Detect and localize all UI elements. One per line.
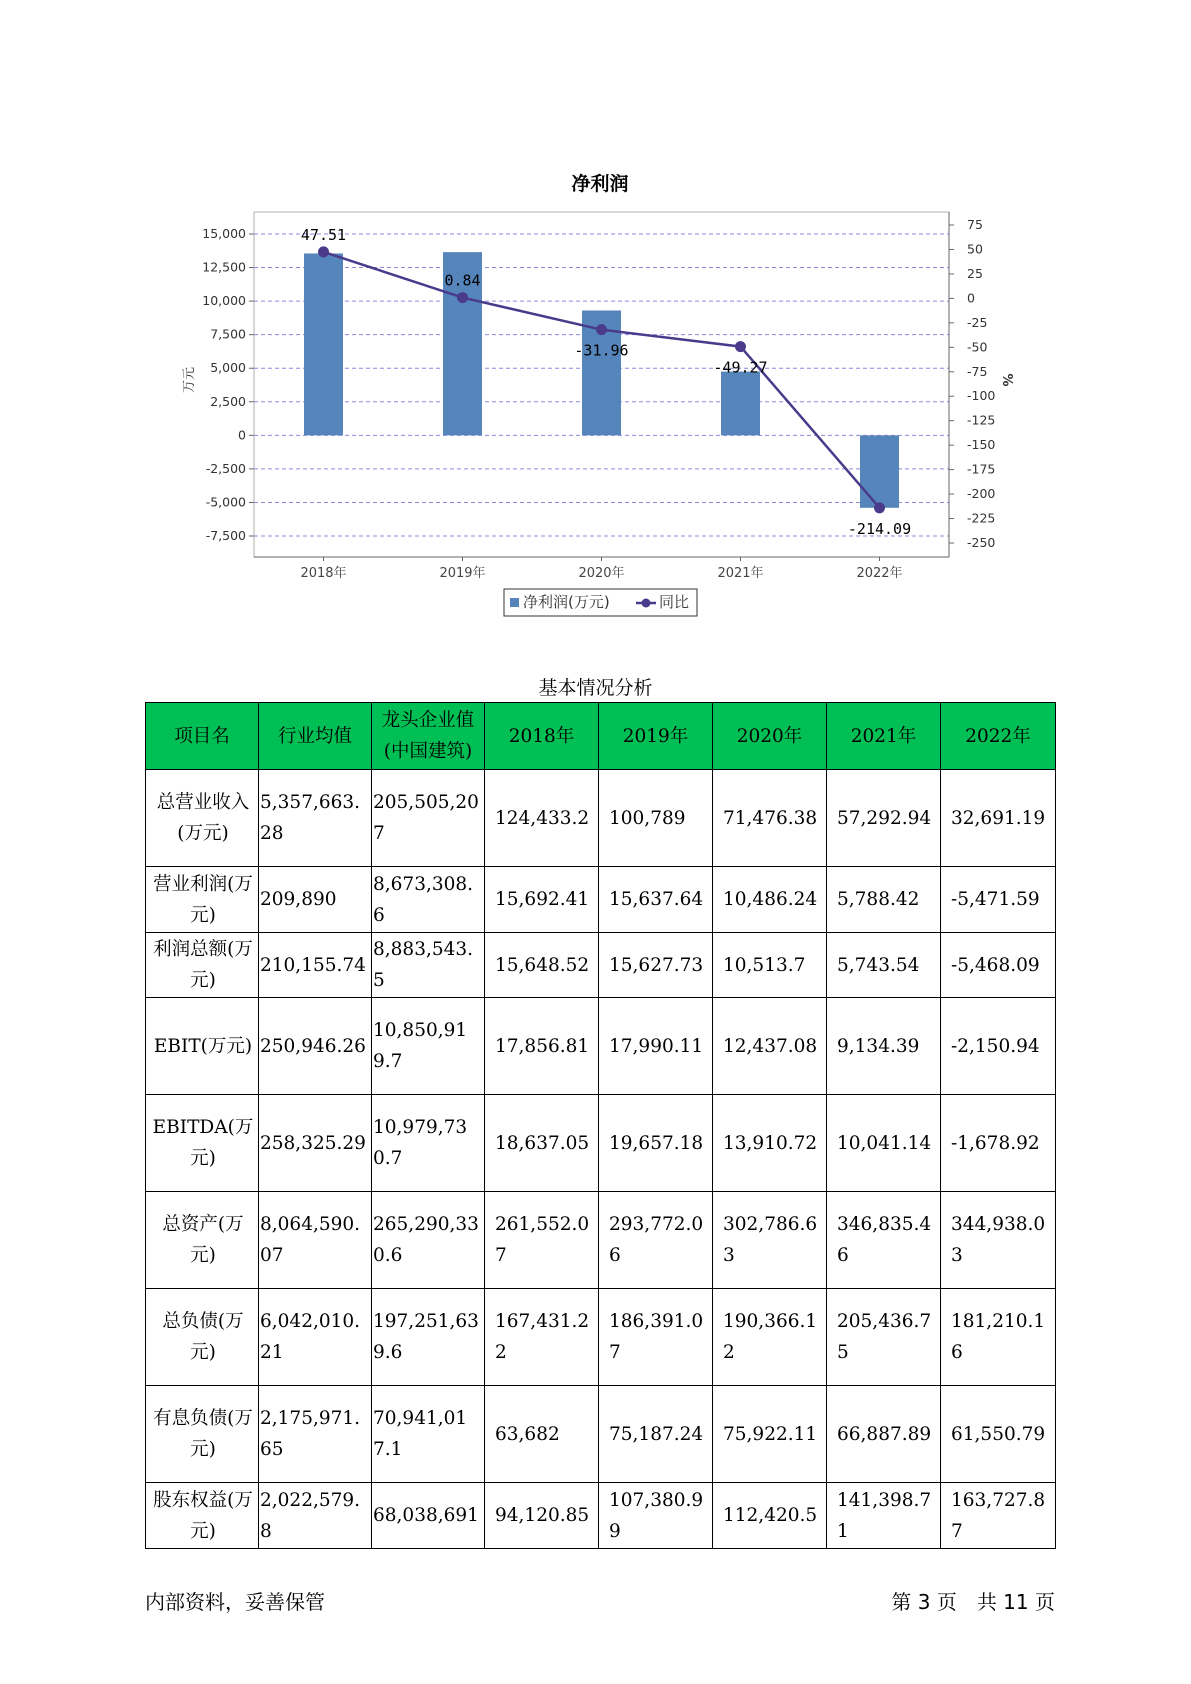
row-item-name: 总资产(万元) [146,1192,259,1289]
y-tick-label: 12,500 [202,259,246,275]
legend-label-line: 同比 [659,593,690,611]
footer-confidential-note: 内部资料，妥善保管 [145,1590,325,1614]
row-industry-avg: 5,357,663.28 [259,770,372,867]
table-header-row [146,703,1056,770]
row-2018: 15,648.52 [485,933,599,998]
y2-tick-label: 75 [967,217,983,232]
y-tick-label: 10,000 [202,293,246,309]
point-yoy [874,502,885,513]
row-2018: 63,682 [485,1386,599,1483]
row-2020: 112,420.5 [713,1483,827,1549]
row-2020: 71,476.38 [713,770,827,867]
net-profit-chart [0,0,1191,640]
basic-analysis-table [145,702,1056,1549]
y2-tick-label: 0 [967,290,975,306]
y-tick-label: 0 [238,427,246,443]
data-label-yoy: -214.09 [847,519,912,538]
row-2019: 107,380.99 [599,1483,713,1549]
row-item-name: 股东权益(万元) [146,1483,259,1549]
header-item-name: 项目名 [146,703,259,770]
row-2019: 100,789 [599,770,713,867]
row-2020: 302,786.63 [713,1192,827,1289]
row-industry-avg: 258,325.29 [259,1095,372,1192]
header-industry-avg: 行业均值 [259,703,372,770]
row-leader-value: 197,251,639.6 [372,1289,485,1386]
row-2020: 12,437.08 [713,998,827,1095]
x-tick-label: 2018年 [300,566,347,581]
y2-tick-label: -50 [967,339,988,355]
point-yoy [457,292,468,303]
chart-svg [0,0,1191,640]
header-2019: 2019年 [599,703,713,770]
row-item-name: 有息负债(万元) [146,1386,259,1483]
row-2018: 94,120.85 [485,1483,599,1549]
row-item-name: 总营业收入(万元) [146,770,259,867]
table-caption: 基本情况分析 [538,677,653,699]
row-2019: 293,772.06 [599,1192,713,1289]
row-leader-value: 265,290,330.6 [372,1192,485,1289]
header-2020: 2020年 [713,703,827,770]
row-2018: 124,433.2 [485,770,599,867]
x-tick-label: 2021年 [717,566,764,581]
row-leader-value: 10,979,730.7 [372,1095,485,1192]
y2-tick-label: 25 [967,265,983,281]
table-row [146,1192,1056,1289]
row-2021: 5,788.42 [827,867,941,933]
bar-net-profit [304,253,343,435]
table-row [146,1095,1056,1192]
row-2019: 17,990.11 [599,998,713,1095]
row-2022: -5,468.09 [941,933,1056,998]
row-2019: 186,391.07 [599,1289,713,1386]
row-industry-avg: 2,022,579.8 [259,1483,372,1549]
table-row [146,1483,1056,1549]
y2-tick-label: -125 [967,412,996,428]
y2-tick-label: -100 [967,388,996,404]
header-2022: 2022年 [941,703,1056,770]
row-2021: 205,436.75 [827,1289,941,1386]
legend-label-bar: 净利润(万元) [523,593,610,611]
footer-page-number: 第 3 页 共 11 页 [891,1590,1055,1614]
y-tick-label: 5,000 [210,360,246,376]
row-2022: -1,678.92 [941,1095,1056,1192]
header-leader-value: 龙头企业值(中国建筑) [372,703,485,770]
y2-tick-label: -250 [967,535,996,550]
data-label-yoy: -49.27 [713,358,768,377]
row-2021: 5,743.54 [827,933,941,998]
y-tick-label: -7,500 [205,528,246,543]
row-2022: 344,938.03 [941,1192,1056,1289]
y-tick-label: 7,500 [210,326,246,342]
header-2021: 2021年 [827,703,941,770]
row-item-name: 利润总额(万元) [146,933,259,998]
row-2020: 10,486.24 [713,867,827,933]
y2-tick-label: -25 [967,314,988,330]
y-axis-label: 万元 [182,366,197,394]
point-yoy [596,324,607,335]
table-row [146,770,1056,867]
bar-net-profit [860,435,899,507]
row-2022: -5,471.59 [941,867,1056,933]
point-yoy [318,246,329,257]
row-item-name: 总负债(万元) [146,1289,259,1386]
row-industry-avg: 250,946.26 [259,998,372,1095]
row-leader-value: 8,883,543.5 [372,933,485,998]
y2-tick-label: -225 [967,510,996,526]
row-2022: 32,691.19 [941,770,1056,867]
bar-net-profit [721,372,760,436]
x-tick-label: 2022年 [856,566,903,581]
row-industry-avg: 209,890 [259,867,372,933]
table-row [146,1289,1056,1386]
row-2018: 167,431.22 [485,1289,599,1386]
data-label-yoy: 0.84 [444,271,481,290]
row-2021: 346,835.46 [827,1192,941,1289]
row-leader-value: 70,941,017.1 [372,1386,485,1483]
legend-swatch-point [642,599,651,608]
row-leader-value: 8,673,308.6 [372,867,485,933]
y2-tick-label: -175 [967,461,996,477]
row-item-name: EBIT(万元) [146,998,259,1095]
point-yoy [735,341,746,352]
table-row [146,867,1056,933]
y2-tick-label: -150 [967,437,996,453]
row-2022: -2,150.94 [941,998,1056,1095]
row-2019: 75,187.24 [599,1386,713,1483]
row-leader-value: 68,038,691 [372,1483,485,1549]
row-item-name: EBITDA(万元) [146,1095,259,1192]
row-industry-avg: 6,042,010.21 [259,1289,372,1386]
table-row [146,998,1056,1095]
y2-axis-label: % [999,373,1014,387]
y-tick-label: 15,000 [202,226,246,241]
legend-swatch-bar [510,598,519,607]
row-2018: 261,552.07 [485,1192,599,1289]
row-industry-avg: 2,175,971.65 [259,1386,372,1483]
row-2020: 75,922.11 [713,1386,827,1483]
y-tick-label: -5,000 [205,494,246,510]
y-tick-label: 2,500 [210,393,246,409]
row-2021: 10,041.14 [827,1095,941,1192]
x-tick-label: 2020年 [578,566,625,581]
row-leader-value: 10,850,919.7 [372,998,485,1095]
table-row [146,933,1056,998]
row-2021: 9,134.39 [827,998,941,1095]
y2-tick-label: -200 [967,486,996,502]
row-industry-avg: 210,155.74 [259,933,372,998]
row-2020: 13,910.72 [713,1095,827,1192]
y-tick-label: -2,500 [205,460,246,476]
row-item-name: 营业利润(万元) [146,867,259,933]
data-label-yoy: 47.51 [300,225,347,244]
data-label-yoy: -31.96 [574,341,629,360]
table-row [146,1386,1056,1483]
row-2019: 15,627.73 [599,933,713,998]
row-leader-value: 205,505,207 [372,770,485,867]
row-2021: 141,398.71 [827,1483,941,1549]
row-2019: 19,657.18 [599,1095,713,1192]
y2-tick-label: -75 [967,363,988,379]
y2-tick-label: 50 [967,241,983,257]
row-2020: 190,366.12 [713,1289,827,1386]
row-2018: 17,856.81 [485,998,599,1095]
x-tick-label: 2019年 [439,566,486,581]
row-2022: 163,727.87 [941,1483,1056,1549]
row-2018: 18,637.05 [485,1095,599,1192]
row-2022: 61,550.79 [941,1386,1056,1483]
row-2018: 15,692.41 [485,867,599,933]
header-2018: 2018年 [485,703,599,770]
row-2020: 10,513.7 [713,933,827,998]
row-2021: 57,292.94 [827,770,941,867]
row-industry-avg: 8,064,590.07 [259,1192,372,1289]
row-2021: 66,887.89 [827,1386,941,1483]
row-2022: 181,210.16 [941,1289,1056,1386]
row-2019: 15,637.64 [599,867,713,933]
chart-title: 净利润 [571,173,629,195]
